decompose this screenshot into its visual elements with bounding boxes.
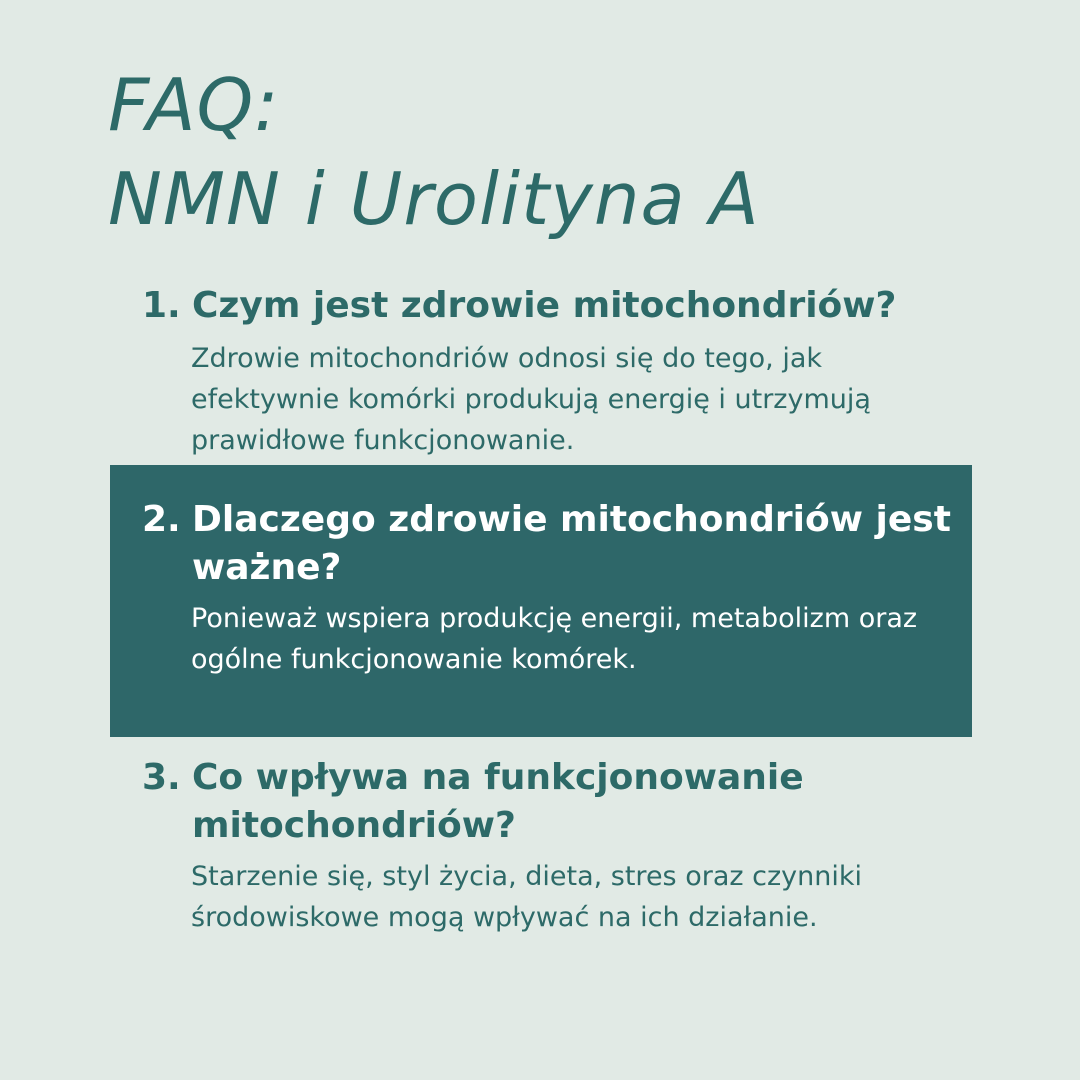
faq-number-1: 1. [142,285,181,326]
faq-question-text-3: Co wpływa na funkcjonowanie mitochondriów? [192,757,804,846]
faq-answer-3: Starzenie się, styl życia, dieta, stres oraz czynniki środowiskowe mogą wpływać na ich działanie. [191,861,862,933]
faq-question-text-1: Czym jest zdrowie mitochondriów? [192,285,897,326]
faq-number-2: 2. [142,499,181,540]
title-line-2: NMN i Urolityna A [108,157,760,241]
faq-answer-2: Ponieważ wspiera produkcję energii, metabolizm oraz ogólne funkcjonowanie komórek. [191,603,918,675]
title-line-1: FAQ: [108,63,280,147]
page-title [108,58,760,246]
faq-number-3: 3. [142,757,181,798]
faq-answer-1: Zdrowie mitochondriów odnosi się do tego, jak efektywnie komórki produkują energię i utrzymują prawidłowe funkcjonowanie. [191,343,871,456]
faq-question-text-2: Dlaczego zdrowie mitochondriów jest ważne? [192,499,951,588]
